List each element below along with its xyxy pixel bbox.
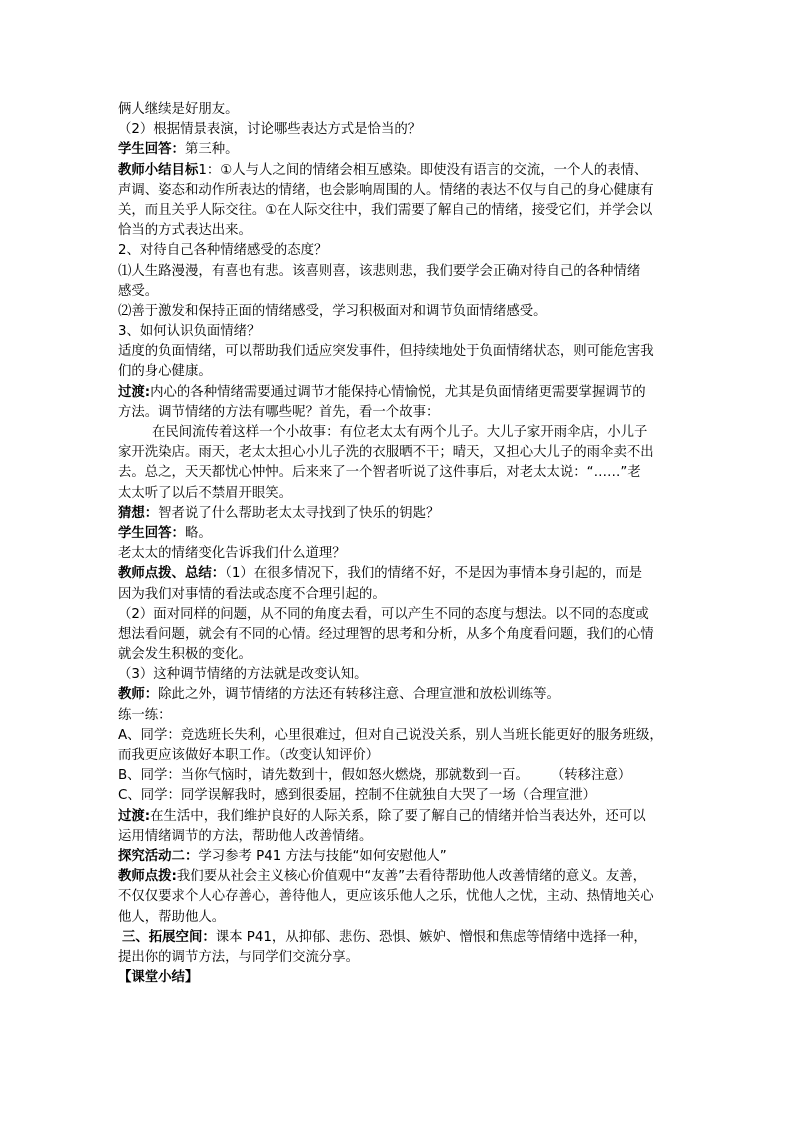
text-run: 俩人继续是好朋友。: [118, 102, 239, 117]
text-run: 2、对待自己各种情绪感受的态度？: [118, 243, 328, 259]
text-run: 运用情绪调节的方法，帮助他人改善情绪。: [118, 828, 373, 844]
bold-label: 学生回答：: [118, 142, 185, 158]
text-line: [118, 605, 684, 625]
text-line: [118, 181, 684, 201]
text-line: [118, 100, 684, 120]
text-run: 在民间流传着这样一个小故事：有位老太太有两个儿子。大儿子家开雨伞店，小儿子: [152, 425, 648, 440]
text-run: 恰当的方式表达出来。: [118, 223, 252, 239]
text-run: 第三种。: [184, 142, 239, 158]
text-line: [118, 221, 684, 241]
text-run: A、同学：竞选班长失利，心里很难过，但对自己说没关系，别人当班长能更好的服务班级，: [118, 727, 663, 743]
text-line: [118, 443, 684, 463]
text-run: 提出你的调节方法，与同学们交流分享。: [118, 949, 360, 965]
text-run: 内心的各种情绪需要通过调节才能保持心情愉悦，尤其是负面情绪更需要掌握调节的: [150, 384, 646, 400]
text-run: 想法看问题，就会有不同的心情。经过理智的思考和分析，从多个角度看问题，我们的心情: [118, 626, 654, 642]
text-line: [118, 726, 684, 746]
text-run: （转移注意）: [550, 768, 632, 784]
text-line: [118, 484, 684, 504]
text-run: 家开洗染店。雨天，老太太担心小儿子洗的衣服晒不干；晴天，又担心大儿子的雨伞卖不出: [118, 445, 654, 461]
text-line: [118, 423, 684, 443]
text-run: 1：①人与人之间的情绪会相互感染。即使没有语言的交流，一个人的表情、: [198, 162, 648, 178]
text-run: （1）在很多情况下，我们的情绪不好，不是因为事情本身引起的，而是: [225, 566, 643, 582]
text-run: 而我更应该做好本职工作。（改变认知评价）: [118, 748, 380, 763]
text-line: [118, 262, 684, 282]
text-line: [118, 362, 684, 382]
bold-label: 学生回答：: [118, 525, 185, 541]
text-run: ⑵善于激发和保持正面的情绪感受，学习积极面对和调节负面情绪感受。: [118, 303, 547, 319]
text-run: 不仅仅要求个人心存善心，善待他人，更应该乐他人之乐，忧他人之忧，主动、热情地关心: [118, 889, 654, 905]
bold-label: 探究活动二：: [118, 848, 199, 864]
bold-label: 猜想：: [118, 505, 159, 521]
text-line: [118, 968, 684, 988]
text-run: 我们要从社会主义核心价值观中“友善”去看待帮助他人改善情绪的意义。友善，: [176, 869, 647, 885]
text-line: [118, 766, 684, 786]
text-line: [118, 867, 684, 887]
text-line: [118, 120, 684, 140]
text-line: [118, 403, 684, 423]
text-run: 感受。: [118, 283, 159, 299]
text-run: 他人，帮助他人。: [118, 909, 226, 925]
bold-label: 教师小结目标: [118, 162, 199, 178]
text-line: [118, 827, 684, 847]
bold-label: 【课堂小结】: [118, 970, 199, 986]
text-line: [118, 201, 684, 221]
text-run: 们的身心健康。: [118, 364, 212, 380]
text-line: [118, 342, 684, 362]
text-line: [118, 544, 684, 564]
text-run: 关，而且关乎人际交往。①在人际交往中，我们需要了解自己的情绪，接受它们，并学会以: [118, 202, 653, 218]
text-line: [118, 847, 684, 867]
bold-label: 教师：: [118, 687, 159, 703]
text-run: 适度的负面情绪，可以帮助我们适应突发事件，但持续地处于负面情绪状态，则可能危害我: [118, 344, 654, 360]
text-line: [118, 645, 684, 665]
text-line: [118, 241, 684, 261]
text-run: 3、如何认识负面情绪？: [118, 324, 261, 340]
text-line: [118, 887, 684, 907]
text-line: [118, 807, 684, 827]
text-line: [118, 322, 684, 342]
text-run: 练一练：: [118, 707, 172, 723]
bold-label: 教师点拨:: [118, 869, 177, 885]
text-line: [118, 948, 684, 968]
text-run: 就会发生积极的变化。: [118, 647, 252, 663]
text-line: [118, 908, 684, 928]
text-line: [118, 383, 684, 403]
document-page: [118, 100, 684, 988]
text-run: 因为我们对事情的看法或态度不合理引起的。: [118, 586, 386, 602]
text-run: （3）这种调节情绪的方法就是改变认知。: [118, 667, 368, 683]
text-line: [118, 585, 684, 605]
text-line: [118, 706, 684, 726]
bold-label: 教师点拨、总结：: [118, 566, 226, 582]
bold-label: 过渡:: [118, 808, 151, 824]
text-line: [118, 302, 684, 322]
text-line: [118, 928, 684, 948]
text-run: 略。: [184, 525, 212, 541]
text-run: 去。总之，天天都忧心忡忡。后来来了一个智者听说了这件事后，对老太太说：“……”老: [118, 465, 641, 481]
text-line: [118, 625, 684, 645]
bold-label: 过渡:: [118, 384, 151, 400]
bold-label: 三、拓展空间：: [122, 929, 216, 945]
text-run: 声调、姿态和动作所表达的情绪，也会影响周围的人。情绪的表达不仅与自己的身心健康有: [118, 182, 654, 198]
text-run: ⑴人生路漫漫，有喜也有悲。该喜则喜，该悲则悲，我们要学会正确对待自己的各种情绪: [118, 263, 641, 279]
text-run: 在生活中，我们维护良好的人际关系，除了要了解自己的情绪并恰当表达外，还可以: [150, 808, 646, 824]
text-line: [118, 524, 684, 544]
text-line: [118, 786, 684, 806]
text-run: C、同学：同学误解我时，感到很委屈，控制不住就独自大哭了一场（合理宣泄）: [118, 788, 597, 804]
text-run: B、同学：当你气恼时，请先数到十，假如怒火燃烧，那就数到一百。: [118, 768, 529, 784]
text-line: [118, 746, 684, 766]
text-run: 智者说了什么帮助老太太寻找到了快乐的钥匙？: [158, 505, 440, 521]
text-line: [118, 140, 684, 160]
text-run: （2）面对同样的问题，从不同的角度去看，可以产生不同的态度与想法。以不同的态度或: [118, 606, 649, 622]
text-run: 课本 P41，从抑郁、悲伤、恐惧、嫉妒、憎恨和焦虑等情绪中选择一种，: [215, 929, 647, 945]
text-line: [118, 685, 684, 705]
text-line: [118, 161, 684, 181]
text-line: [118, 564, 684, 584]
text-run: （2）根据情景表演，讨论哪些表达方式是恰当的？: [118, 122, 422, 138]
text-run: 太太听了以后不禁眉开眼笑。: [118, 485, 293, 501]
text-run: 学习参考 P41 方法与技能“如何安慰他人”: [198, 848, 447, 864]
text-line: [118, 463, 684, 483]
text-line: [118, 504, 684, 524]
text-run: 除此之外，调节情绪的方法还有转移注意、合理宣泄和放松训练等。: [158, 687, 560, 703]
text-line: [118, 665, 684, 685]
text-run: 老太太的情绪变化告诉我们什么道理？: [118, 546, 346, 562]
text-line: [118, 282, 684, 302]
text-run: 方法。调节情绪的方法有哪些呢？首先，看一个故事：: [118, 404, 440, 420]
